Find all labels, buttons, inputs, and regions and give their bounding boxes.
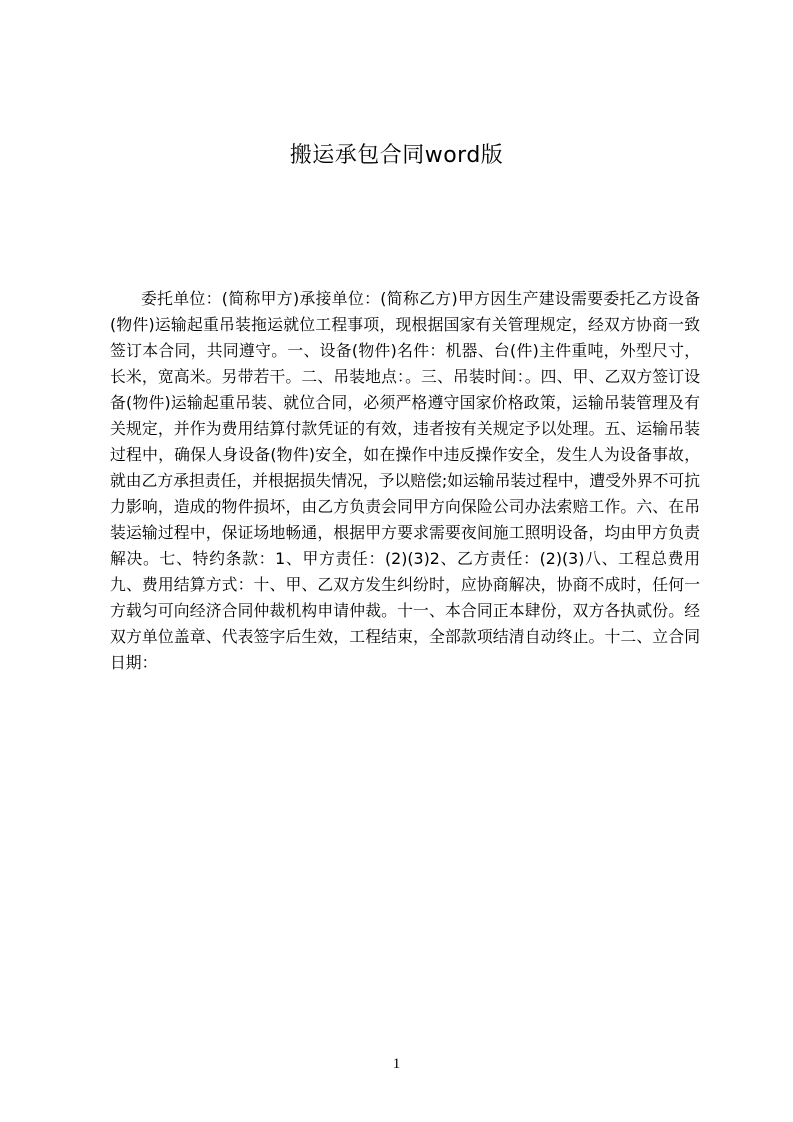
contract-body-paragraph: 委托单位：(简称甲方)承接单位：(简称乙方)甲方因生产建设需要委托乙方设备(物件)运输起重吊装拖运就位工程事项，现根据国家有关管理规定，经双方协商一致签订本合同，共同遵守。一、设备(物件)名件：机器、台(件)主件重吨，外型尺寸，长米，宽高米。另带若干。二、吊装地点：。三、吊装时间：。四、甲、乙双方签订设备(物件)运输起重吊装、就位合同，必须严格遵守国家价格政策，运输吊装管理及有关规定，并作为费用结算付款凭证的有效，违者按有关规定予以处理。五、运输吊装过程中，确保人身设备(物件)安全，如在操作中违反操作安全，发生人为设备事故，就由乙方承担责任，并根据损失情况，予以赔偿;如运输吊装过程中，遭受外界不可抗力影响，造成的物件损坏，由乙方负责会同甲方向保险公司办法索赔工作。六、在吊装运输过程中，保证场地畅通，根据甲方要求需要夜间施工照明设备，均由甲方负责解决。七、特约条款：1、甲方责任：(2)(3)2、乙方责任：(2)(3)八、工程总费用九、费用结算方式：十、甲、乙双方发生纠纷时，应协商解决，协商不成时，任何一方载匀可向经济合同仲裁机构申请仲裁。十一、本合同正本肆份，双方各执贰份。经双方单位盖章、代表签字后生效，工程结束，全部款项结清自动终止。十二、立合同日期： <box>110 289 700 672</box>
document-title: 搬运承包合同word版 <box>289 143 504 168</box>
page-number: 1 <box>392 1056 401 1072</box>
